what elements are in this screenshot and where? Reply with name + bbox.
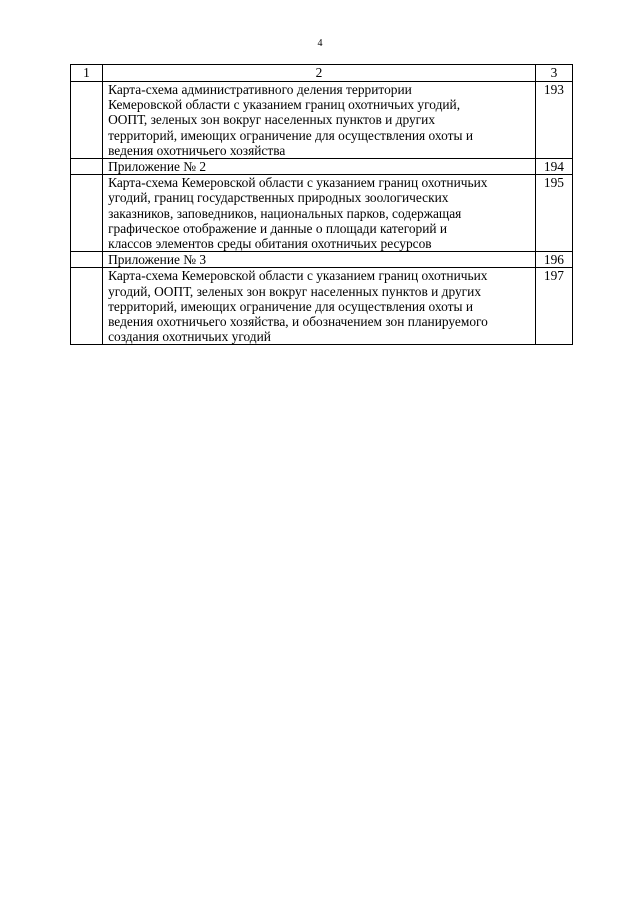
table-header-row [71,65,573,82]
row-page-number: 193 [535,82,572,159]
row-number-cell [71,82,103,159]
table-row [71,82,573,159]
contents-table [70,64,573,345]
header-col-2: 2 [103,65,536,82]
row-page-number: 195 [535,175,572,252]
row-page-number: 197 [535,268,572,345]
row-number-cell [71,268,103,345]
row-number-cell [71,159,103,175]
row-page-number: 194 [535,159,572,175]
page-number: 4 [317,38,323,49]
row-number-cell [71,252,103,268]
row-description: Приложение № 2 [103,159,536,175]
table-row [71,159,573,175]
row-description: Карта-схема Кемеровской области с указанием границ охотничьих угодий, ООПТ, зеленых зон вокруг населенных пунктов и других территорий, имеющих ограничение для осуществления охоты и ведения охотничьего хозяйства, и обозначением зон планируемого создания охотничьих угодий [103,268,536,345]
table-row [71,252,573,268]
table-row [71,268,573,345]
table-row [71,175,573,252]
row-page-number: 196 [535,252,572,268]
row-description: Карта-схема Кемеровской области с указанием границ охотничьих угодий, границ государственных природных зоологических заказников, заповедников, национальных парков, содержащая графическое отображение и данные о площади категорий и классов элементов среды обитания охотничьих ресурсов [103,175,536,252]
header-col-1: 1 [71,65,103,82]
row-description: Приложение № 3 [103,252,536,268]
header-col-3: 3 [535,65,572,82]
row-number-cell [71,175,103,252]
row-description: Карта-схема административного деления территории Кемеровской области с указанием границ охотничьих угодий, ООПТ, зеленых зон вокруг населенных пунктов и других территорий, имеющих ограничение для осуществления охоты и ведения охотничьего хозяйства [103,82,536,159]
